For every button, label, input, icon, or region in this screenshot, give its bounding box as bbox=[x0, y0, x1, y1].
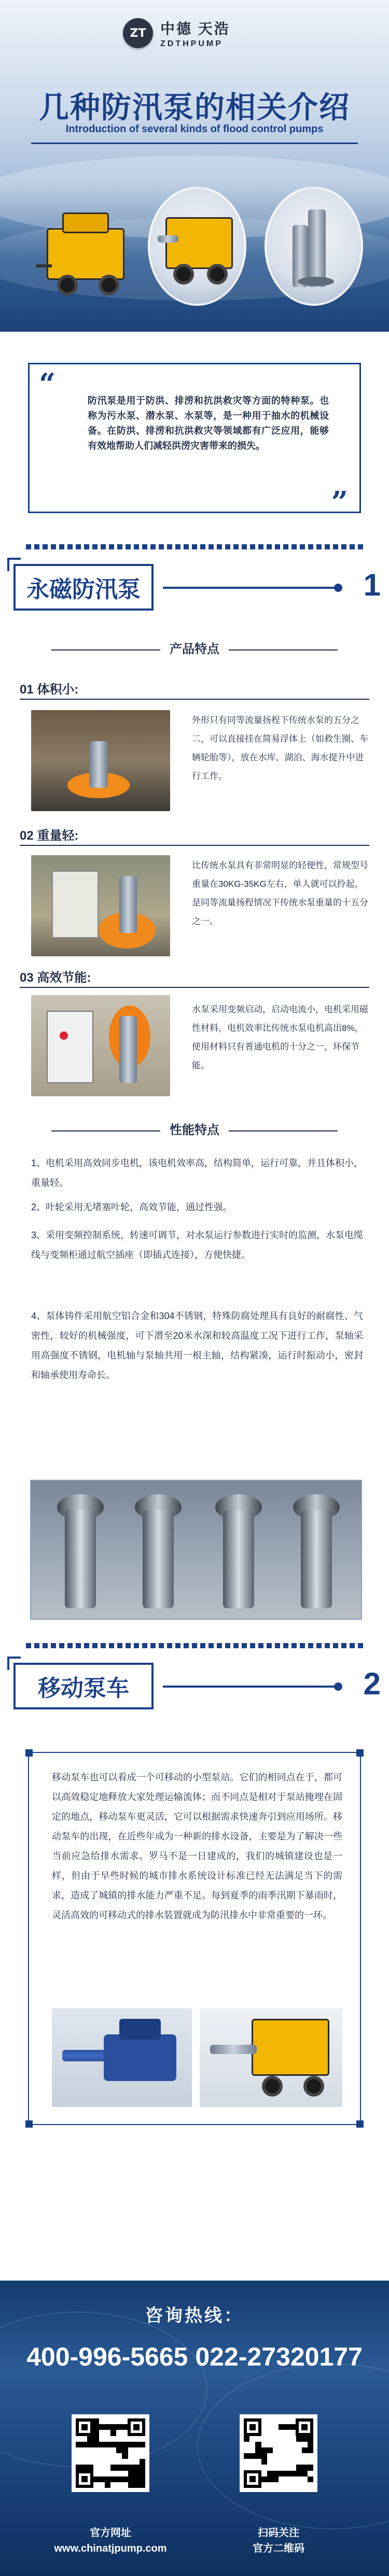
submersible-pumps-photo bbox=[30, 1480, 362, 1620]
product-features-heading bbox=[0, 639, 389, 657]
qr-module bbox=[134, 2476, 140, 2482]
qr-module bbox=[284, 2482, 290, 2488]
qr-module bbox=[261, 2447, 267, 2453]
qr-caption-line: 官方网址 bbox=[90, 2527, 131, 2539]
qr-caption-official bbox=[221, 2525, 336, 2556]
qr-module bbox=[296, 2436, 302, 2442]
title-underline bbox=[31, 143, 358, 144]
qr-module bbox=[249, 2453, 255, 2459]
feature-label: 01 体积小: bbox=[20, 683, 79, 697]
feature-text: 比传统水泵具有非常明显的轻便性，常规型号重量在30KG-35KG左右，单人就可以拎起，是同等流量扬程情况下传统水泵重量的十五分之一。 bbox=[192, 860, 368, 926]
qr-module bbox=[93, 2459, 99, 2465]
qr-module bbox=[302, 2476, 308, 2482]
hotline-label: 咨询热线： bbox=[145, 2306, 244, 2326]
qr-module bbox=[128, 2471, 134, 2476]
qr-module bbox=[122, 2453, 128, 2459]
page-subtitle: Introduction of several kinds of flood control pumps bbox=[65, 123, 324, 135]
qr-module bbox=[76, 2453, 81, 2459]
qr-module bbox=[267, 2430, 273, 2436]
performance-title: 性能特点 bbox=[170, 1123, 219, 1137]
qr-module bbox=[93, 2465, 99, 2470]
feature-rule bbox=[20, 987, 369, 988]
intro-text: 防汛泵是用于防洪、排涝和抗洪救灾等方面的特种泵。也称为污水泵、潜水泵、水泵等，是一种用于抽水的机械设备。在防洪、排涝和抗洪救灾等领域都有广泛应用，能够有效地帮助人们减轻洪涝灾害带来的损失。 bbox=[88, 395, 329, 451]
qr-module bbox=[279, 2459, 284, 2465]
qr-module bbox=[273, 2471, 279, 2476]
qr-module bbox=[99, 2476, 105, 2482]
qr-module bbox=[99, 2465, 105, 2470]
qr-module bbox=[279, 2430, 284, 2436]
qr-module bbox=[134, 2436, 140, 2442]
qr-module bbox=[261, 2459, 267, 2465]
qr-module bbox=[128, 2459, 134, 2465]
qr-module bbox=[290, 2442, 296, 2447]
qr-module bbox=[93, 2442, 99, 2447]
qr-module bbox=[110, 2447, 116, 2453]
qr-module bbox=[296, 2465, 302, 2470]
qr-module bbox=[76, 2459, 81, 2465]
qr-module bbox=[273, 2453, 279, 2459]
qr-module bbox=[116, 2418, 122, 2424]
qr-module bbox=[302, 2465, 308, 2470]
qr-module bbox=[105, 2447, 110, 2453]
qr-module bbox=[110, 2465, 116, 2470]
qr-module bbox=[249, 2442, 255, 2447]
qr-module bbox=[273, 2482, 279, 2488]
qr-module bbox=[267, 2447, 273, 2453]
qr-module bbox=[87, 2459, 93, 2465]
qr-module bbox=[267, 2471, 273, 2476]
qr-module bbox=[279, 2471, 284, 2476]
qr-module bbox=[308, 2447, 313, 2453]
intro-box bbox=[28, 363, 361, 519]
performance-item: 3、采用变频控制系统，转速可调节，对水泵运行参数进行实时的监测，水泵电缆线与变频柜通过航空插座（即插式连接），方便快捷。 bbox=[31, 1230, 364, 1260]
qr-module bbox=[290, 2471, 296, 2476]
qr-module bbox=[81, 2447, 87, 2453]
qr-module bbox=[290, 2459, 296, 2465]
qr-module bbox=[105, 2442, 110, 2447]
qr-caption-website bbox=[53, 2525, 168, 2556]
feature-text: 水泵采用变频启动，启动电流小，电机采用磁性材料，电机效率比传统水泵电机高出8%，使用材料只有普通电机的十分之一，环保节能。 bbox=[192, 1004, 368, 1070]
qr-module bbox=[110, 2424, 116, 2430]
qr-module bbox=[302, 2459, 308, 2465]
qr-module bbox=[110, 2430, 116, 2436]
qr-module bbox=[116, 2476, 122, 2482]
qr-module bbox=[267, 2436, 273, 2442]
qr-module bbox=[93, 2471, 99, 2476]
qr-module bbox=[302, 2482, 308, 2488]
qr-module bbox=[140, 2476, 145, 2482]
qr-module bbox=[267, 2424, 273, 2430]
qr-module bbox=[93, 2430, 99, 2436]
qr-module bbox=[105, 2471, 110, 2476]
product-features-title: 产品特点 bbox=[170, 642, 219, 656]
qr-module bbox=[134, 2447, 140, 2453]
logo-mark-text: ZT bbox=[130, 26, 146, 40]
qr-module bbox=[284, 2442, 290, 2447]
qr-module bbox=[110, 2418, 116, 2424]
qr-module bbox=[267, 2482, 273, 2488]
qr-module bbox=[244, 2453, 249, 2459]
qr-module bbox=[279, 2447, 284, 2453]
mobile-pump-image-2 bbox=[200, 2008, 342, 2107]
qr-module bbox=[116, 2424, 122, 2430]
qr-module bbox=[244, 2465, 249, 2470]
qr-module bbox=[290, 2418, 296, 2424]
qr-module bbox=[267, 2459, 273, 2465]
qr-module bbox=[87, 2447, 93, 2453]
qr-module bbox=[284, 2476, 290, 2482]
qr-module bbox=[87, 2465, 93, 2470]
qr-module bbox=[279, 2476, 284, 2482]
qr-module bbox=[110, 2442, 116, 2447]
qr-module bbox=[110, 2476, 116, 2482]
qr-module bbox=[261, 2453, 267, 2459]
qr-module bbox=[140, 2447, 145, 2453]
feature-image-energy-saving bbox=[31, 995, 170, 1096]
qr-module bbox=[290, 2453, 296, 2459]
qr-module bbox=[290, 2447, 296, 2453]
qr-module bbox=[99, 2482, 105, 2488]
section2-text: 移动泵车也可以看成一个可移动的小型泵站。它们的相同点在于，都可以高效稳定地释放大家处理运输流体；而不同点是相对于泵站掩埋在固定的地点，移动泵车更灵活，它可以根据需求快速奔引到应用场所。移动泵车的出现，在近些年成为一种新的排水设备，主要是为了解决一些当前应急给排水需求。罗马不是一日建成的，我们的城镇建设也是一样，但由于早些时候的城市排水系统设计标准已经无法满足当下的需求，造成了城镇的排水能力严重不足。每到夏季的雨季汛期下暴雨时，灵活高效的可移动式的排水装置就成为防汛排水中非常重要的一环。 bbox=[52, 1772, 342, 1920]
qr-module bbox=[99, 2447, 105, 2453]
qr-module bbox=[296, 2482, 302, 2488]
qr-module bbox=[302, 2453, 308, 2459]
qr-module bbox=[110, 2436, 116, 2442]
qr-module bbox=[110, 2459, 116, 2465]
qr-module bbox=[140, 2471, 145, 2476]
hotline-numbers[interactable]: 400-996-5665 022-27320177 bbox=[26, 2342, 363, 2371]
qr-module bbox=[267, 2453, 273, 2459]
qr-module bbox=[261, 2471, 267, 2476]
qr-module bbox=[105, 2482, 110, 2488]
divider bbox=[26, 1643, 363, 1648]
qr-module bbox=[308, 2442, 313, 2447]
qr-module bbox=[76, 2465, 81, 2470]
pump-truck-image bbox=[148, 187, 246, 306]
qr-module bbox=[273, 2465, 279, 2470]
brand-name-en: ZDTHPUMP bbox=[160, 39, 223, 48]
qr-module bbox=[284, 2418, 290, 2424]
qr-module bbox=[76, 2436, 81, 2442]
section-header-1 bbox=[7, 560, 382, 617]
qr-module bbox=[93, 2424, 99, 2430]
qr-module bbox=[128, 2436, 134, 2442]
qr-module bbox=[273, 2418, 279, 2424]
section-title: 移动泵车 bbox=[13, 1663, 154, 1709]
qr-module bbox=[308, 2465, 313, 2470]
quote-open-icon: “ bbox=[39, 367, 56, 401]
qr-module bbox=[296, 2459, 302, 2465]
qr-module bbox=[105, 2476, 110, 2482]
qr-module bbox=[105, 2430, 110, 2436]
feature-text: 外形只有同等流量扬程下传统水泵的五分之二，可以直接挂在简易浮体上（如救生圈、车辆轮胎等），放在水库、湖泊、海水提升中进行工作。 bbox=[192, 715, 368, 781]
qr-module bbox=[99, 2430, 105, 2436]
qr-module bbox=[261, 2424, 267, 2430]
feature-image-light-weight bbox=[31, 855, 170, 956]
qr-module bbox=[116, 2482, 122, 2488]
qr-module bbox=[110, 2471, 116, 2476]
qr-module bbox=[128, 2465, 134, 2470]
qr-module bbox=[302, 2436, 308, 2442]
qr-module bbox=[279, 2424, 284, 2430]
qr-module bbox=[279, 2418, 284, 2424]
qr-module bbox=[99, 2459, 105, 2465]
qr-module bbox=[128, 2482, 134, 2488]
qr-module bbox=[122, 2442, 128, 2447]
qr-module bbox=[81, 2453, 87, 2459]
feature-rule bbox=[20, 699, 369, 700]
performance-item: 4、泵体铸件采用航空铝合金和304不锈钢，特殊防腐处理具有良好的耐腐性、气密性，较好的机械强度，可下潜至20米水深和较高温度工况下进行工作，泵轴采用高强度不锈钢，电机轴与泵轴共用一根主轴，结构紧凑，运行时振动小，密封和轴承使用寿命长。 bbox=[31, 1311, 363, 1380]
qr-module bbox=[99, 2436, 105, 2442]
qr-module bbox=[128, 2476, 134, 2482]
qr-module bbox=[273, 2430, 279, 2436]
qr-module bbox=[116, 2453, 122, 2459]
page-title: 几种防汛泵的相关介绍 bbox=[38, 91, 350, 124]
mobile-pump-image-1 bbox=[52, 2008, 192, 2107]
qr-module bbox=[255, 2465, 261, 2470]
qr-module bbox=[122, 2447, 128, 2453]
qr-module bbox=[284, 2459, 290, 2465]
qr-module bbox=[99, 2471, 105, 2476]
qr-module bbox=[290, 2424, 296, 2430]
qr-module bbox=[87, 2442, 93, 2447]
qr-module bbox=[81, 2465, 87, 2470]
qr-module bbox=[255, 2436, 261, 2442]
qr-module bbox=[140, 2459, 145, 2465]
qr-module bbox=[99, 2442, 105, 2447]
qr-module bbox=[284, 2430, 290, 2436]
qr-module bbox=[296, 2476, 302, 2482]
qr-module bbox=[308, 2436, 313, 2442]
section-number: 2 bbox=[363, 1666, 381, 1701]
qr-module bbox=[105, 2453, 110, 2459]
qr-module bbox=[116, 2442, 122, 2447]
qr-module bbox=[87, 2453, 93, 2459]
qr-module bbox=[140, 2465, 145, 2470]
qr-module bbox=[284, 2447, 290, 2453]
qr-module bbox=[105, 2459, 110, 2465]
qr-module bbox=[134, 2471, 140, 2476]
qr-module bbox=[261, 2436, 267, 2442]
qr-module bbox=[116, 2430, 122, 2436]
qr-module bbox=[105, 2465, 110, 2470]
qr-module bbox=[87, 2436, 93, 2442]
qr-module bbox=[308, 2482, 313, 2488]
qr-code-website[interactable] bbox=[72, 2414, 149, 2492]
qr-module bbox=[122, 2465, 128, 2470]
qr-module bbox=[244, 2459, 249, 2465]
qr-module bbox=[81, 2442, 87, 2447]
feature-label: 02 重量轻: bbox=[20, 829, 79, 843]
qr-module bbox=[267, 2418, 273, 2424]
qr-module bbox=[267, 2465, 273, 2470]
qr-module bbox=[116, 2436, 122, 2442]
qr-module bbox=[249, 2436, 255, 2442]
qr-module bbox=[128, 2453, 134, 2459]
qr-module bbox=[290, 2482, 296, 2488]
qr-module bbox=[140, 2482, 145, 2488]
qr-module bbox=[273, 2424, 279, 2430]
qr-module bbox=[249, 2447, 255, 2453]
logo-icon bbox=[123, 18, 153, 48]
qr-module bbox=[279, 2465, 284, 2470]
qr-module bbox=[255, 2459, 261, 2465]
qr-module bbox=[93, 2482, 99, 2488]
qr-module bbox=[308, 2459, 313, 2465]
qr-module bbox=[284, 2424, 290, 2430]
qr-module bbox=[105, 2424, 110, 2430]
qr-module bbox=[279, 2436, 284, 2442]
qr-module bbox=[116, 2459, 122, 2465]
qr-module bbox=[261, 2476, 267, 2482]
feature-label: 03 高效节能: bbox=[20, 971, 91, 985]
qr-module bbox=[284, 2436, 290, 2442]
submersible-pump-image bbox=[265, 187, 363, 306]
qr-module bbox=[284, 2453, 290, 2459]
footer bbox=[0, 2281, 389, 2576]
qr-module bbox=[290, 2436, 296, 2442]
qr-module bbox=[105, 2418, 110, 2424]
qr-module bbox=[308, 2453, 313, 2459]
section-number: 1 bbox=[363, 568, 381, 602]
qr-module bbox=[93, 2418, 99, 2424]
qr-module bbox=[273, 2476, 279, 2482]
website-link[interactable]: www.chinatjpump.com bbox=[54, 2543, 167, 2554]
qr-module bbox=[76, 2447, 81, 2453]
qr-module bbox=[261, 2465, 267, 2470]
section-header-2 bbox=[7, 1659, 382, 1716]
qr-module bbox=[99, 2424, 105, 2430]
qr-module bbox=[261, 2430, 267, 2436]
qr-module bbox=[290, 2465, 296, 2470]
qr-module bbox=[267, 2476, 273, 2482]
qr-module bbox=[261, 2482, 267, 2488]
qr-module bbox=[99, 2453, 105, 2459]
qr-module bbox=[140, 2436, 145, 2442]
qr-module bbox=[99, 2418, 105, 2424]
qr-module bbox=[308, 2471, 313, 2476]
qr-module bbox=[116, 2447, 122, 2453]
qr-module bbox=[140, 2453, 145, 2459]
qr-module bbox=[110, 2453, 116, 2459]
qr-module bbox=[122, 2430, 128, 2436]
brand-logo bbox=[123, 18, 230, 49]
qr-module bbox=[296, 2442, 302, 2447]
qr-module bbox=[255, 2453, 261, 2459]
qr-module bbox=[81, 2436, 87, 2442]
qr-module bbox=[273, 2447, 279, 2453]
qr-module bbox=[134, 2465, 140, 2470]
qr-module bbox=[261, 2418, 267, 2424]
qr-module bbox=[279, 2442, 284, 2447]
section-line bbox=[163, 587, 339, 589]
qr-module bbox=[290, 2430, 296, 2436]
performance-item: 1、电机采用高效同步电机，该电机效率高，结构简单，运行可靠，并且体积小，重量轻。 bbox=[31, 1158, 364, 1188]
qr-module bbox=[105, 2436, 110, 2442]
qr-module bbox=[290, 2476, 296, 2482]
qr-module bbox=[116, 2465, 122, 2470]
qr-module bbox=[279, 2453, 284, 2459]
qr-module bbox=[244, 2447, 249, 2453]
qr-caption-line: 官方二维码 bbox=[253, 2543, 304, 2554]
qr-module bbox=[110, 2482, 116, 2488]
performance-heading bbox=[0, 1120, 389, 1138]
qr-module bbox=[302, 2447, 308, 2453]
qr-module bbox=[128, 2447, 134, 2453]
qr-module bbox=[261, 2442, 267, 2447]
feature-image-small-size bbox=[31, 710, 170, 811]
qr-module bbox=[122, 2471, 128, 2476]
qr-module bbox=[244, 2442, 249, 2447]
feature-rule bbox=[20, 845, 369, 846]
qr-module bbox=[284, 2471, 290, 2476]
qr-module bbox=[122, 2424, 128, 2430]
qr-module bbox=[116, 2471, 122, 2476]
qr-module bbox=[140, 2442, 145, 2447]
qr-module bbox=[279, 2482, 284, 2488]
qr-caption-line: 扫码关注 bbox=[258, 2527, 299, 2539]
divider bbox=[26, 544, 363, 549]
qr-module bbox=[93, 2453, 99, 2459]
section-title: 永磁防汛泵 bbox=[13, 564, 154, 611]
qr-module bbox=[81, 2459, 87, 2465]
qr-module bbox=[249, 2459, 255, 2465]
qr-code-official[interactable] bbox=[240, 2414, 317, 2492]
brand-name-cn: 中德 天浩 bbox=[160, 21, 230, 37]
section-line bbox=[163, 1686, 339, 1688]
qr-module bbox=[122, 2482, 128, 2488]
qr-module bbox=[122, 2476, 128, 2482]
qr-module bbox=[284, 2465, 290, 2470]
qr-module bbox=[93, 2447, 99, 2453]
hero-banner bbox=[0, 0, 389, 332]
qr-module bbox=[273, 2459, 279, 2465]
qr-module bbox=[308, 2476, 313, 2482]
qr-module bbox=[76, 2442, 81, 2447]
qr-module bbox=[255, 2447, 261, 2453]
qr-module bbox=[296, 2447, 302, 2453]
qr-module bbox=[134, 2482, 140, 2488]
qr-module bbox=[273, 2436, 279, 2442]
qr-module bbox=[296, 2471, 302, 2476]
qr-module bbox=[134, 2459, 140, 2465]
qr-module bbox=[302, 2471, 308, 2476]
qr-module bbox=[122, 2436, 128, 2442]
qr-module bbox=[122, 2418, 128, 2424]
quote-close-icon: ” bbox=[331, 485, 348, 519]
qr-module bbox=[93, 2476, 99, 2482]
qr-module bbox=[255, 2442, 261, 2447]
qr-module bbox=[302, 2442, 308, 2447]
qr-module bbox=[273, 2442, 279, 2447]
performance-item: 2、叶轮采用无堵塞叶轮，高效节能，通过性强。 bbox=[31, 1202, 233, 1212]
qr-module bbox=[296, 2453, 302, 2459]
qr-module bbox=[128, 2442, 134, 2447]
qr-module bbox=[93, 2436, 99, 2442]
qr-module bbox=[267, 2442, 273, 2447]
qr-module bbox=[134, 2442, 140, 2447]
trailer-pump-image bbox=[36, 207, 140, 332]
qr-module bbox=[122, 2459, 128, 2465]
qr-module bbox=[249, 2465, 255, 2470]
qr-module bbox=[134, 2453, 140, 2459]
qr-module bbox=[244, 2436, 249, 2442]
